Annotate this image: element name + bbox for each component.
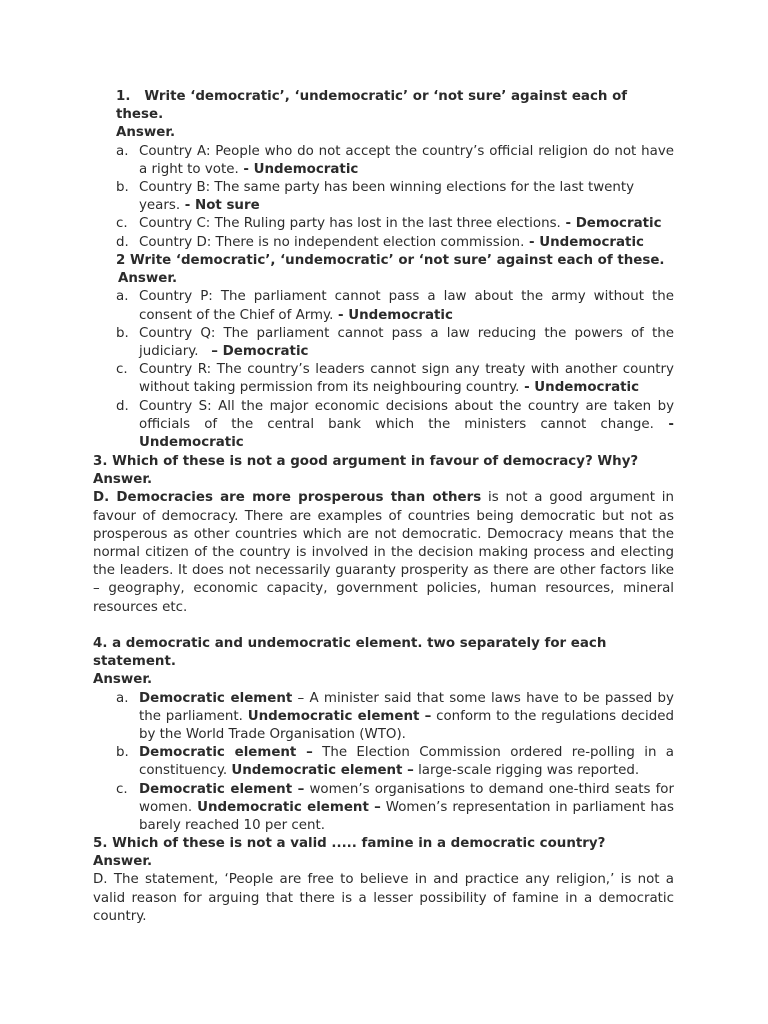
question-4	[93, 635, 674, 835]
question-3	[93, 453, 674, 617]
question-1-answer-label: Answer.	[116, 125, 176, 141]
question-3-answer-label: Answer.	[93, 472, 153, 488]
question-5-answer: D. The statement, ‘People are free to believe in and practice any religion,’ is not a valid reason for arguing that there is a lesser possibility of famine in a democratic country.	[93, 872, 674, 924]
question-4-title: 4. a democratic and undemocratic element. two separately for each statement.	[93, 636, 607, 670]
list-item: a. Democratic element – A minister said that some laws have to be passed by the parliament. Undemocratic element – conform to the regulations decided by the World Trade Organisation (WTO).	[116, 690, 675, 743]
list-item: c. Country C: The Ruling party has lost in the last three elections. - Democratic	[116, 216, 662, 232]
question-2-title: 2 Write ‘democratic’, ‘undemocratic’ or ‘not sure’ against each of these.	[116, 253, 665, 268]
question-2-answer-label: Answer.	[118, 271, 178, 287]
question-5	[93, 835, 674, 926]
question-4-answer-label: Answer.	[93, 672, 153, 688]
list-item: c. Democratic element – women’s organisations to demand one-third seats for women. Undemocratic element – Women’s representation in parliament has barely reached 10 per cent.	[116, 781, 674, 834]
list-item: a. Country A: People who do not accept the country’s official religion do not have a right to vote. - Undemocratic	[116, 143, 674, 177]
list-item: b. Country B: The same party has been winning elections for the last twenty years. - Not sure	[116, 180, 635, 214]
question-2	[116, 252, 674, 452]
question-1	[116, 88, 674, 252]
question-5-answer-label: Answer.	[93, 854, 153, 870]
question-3-title: 3. Which of these is not a good argument in favour of democracy? Why?	[93, 454, 639, 469]
question-4-list	[93, 690, 674, 836]
question-1-title: 1. Write ‘democratic’, ‘undemocratic’ or ‘not sure’ against each of these.	[116, 89, 628, 123]
list-item: d. Country D: There is no independent election commission. - Undemocratic	[116, 234, 644, 250]
question-5-title: 5. Which of these is not a valid ..... famine in a democratic country?	[93, 836, 606, 851]
list-item: d. Country S: All the major economic decisions about the country are taken by officials of the central bank which the ministers cannot change. - Undemocratic	[116, 398, 674, 451]
question-2-list	[116, 288, 674, 452]
list-item: a. Country P: The parliament cannot pass a law about the army without the consent of the Chief of Army. - Undemocratic	[116, 289, 674, 323]
question-3-answer: D. Democracies are more prosperous than others is not a good argument in favour of democracy. There are examples of countries being democratic but not as prosperous as other countries which are not democratic. Democracy means that the normal citizen of the country is involved in the decision making process and electing the leaders. It does not necessarily guaranty prosperity as there are other factors like – geography, economic capacity, government policies, human resources, mineral resources etc.	[93, 490, 674, 615]
list-item: c. Country R: The country’s leaders cannot sign any treaty with another country without taking permission from its neighbouring country. - Undemocratic	[116, 362, 674, 396]
list-item: b. Country Q: The parliament cannot pass a law reducing the powers of the judiciary. – Democratic	[116, 325, 674, 360]
question-1-list	[116, 143, 674, 252]
list-item: b. Democratic element – The Election Commission ordered re-polling in a constituency. Undemocratic element – large-scale rigging was reported.	[116, 745, 674, 779]
